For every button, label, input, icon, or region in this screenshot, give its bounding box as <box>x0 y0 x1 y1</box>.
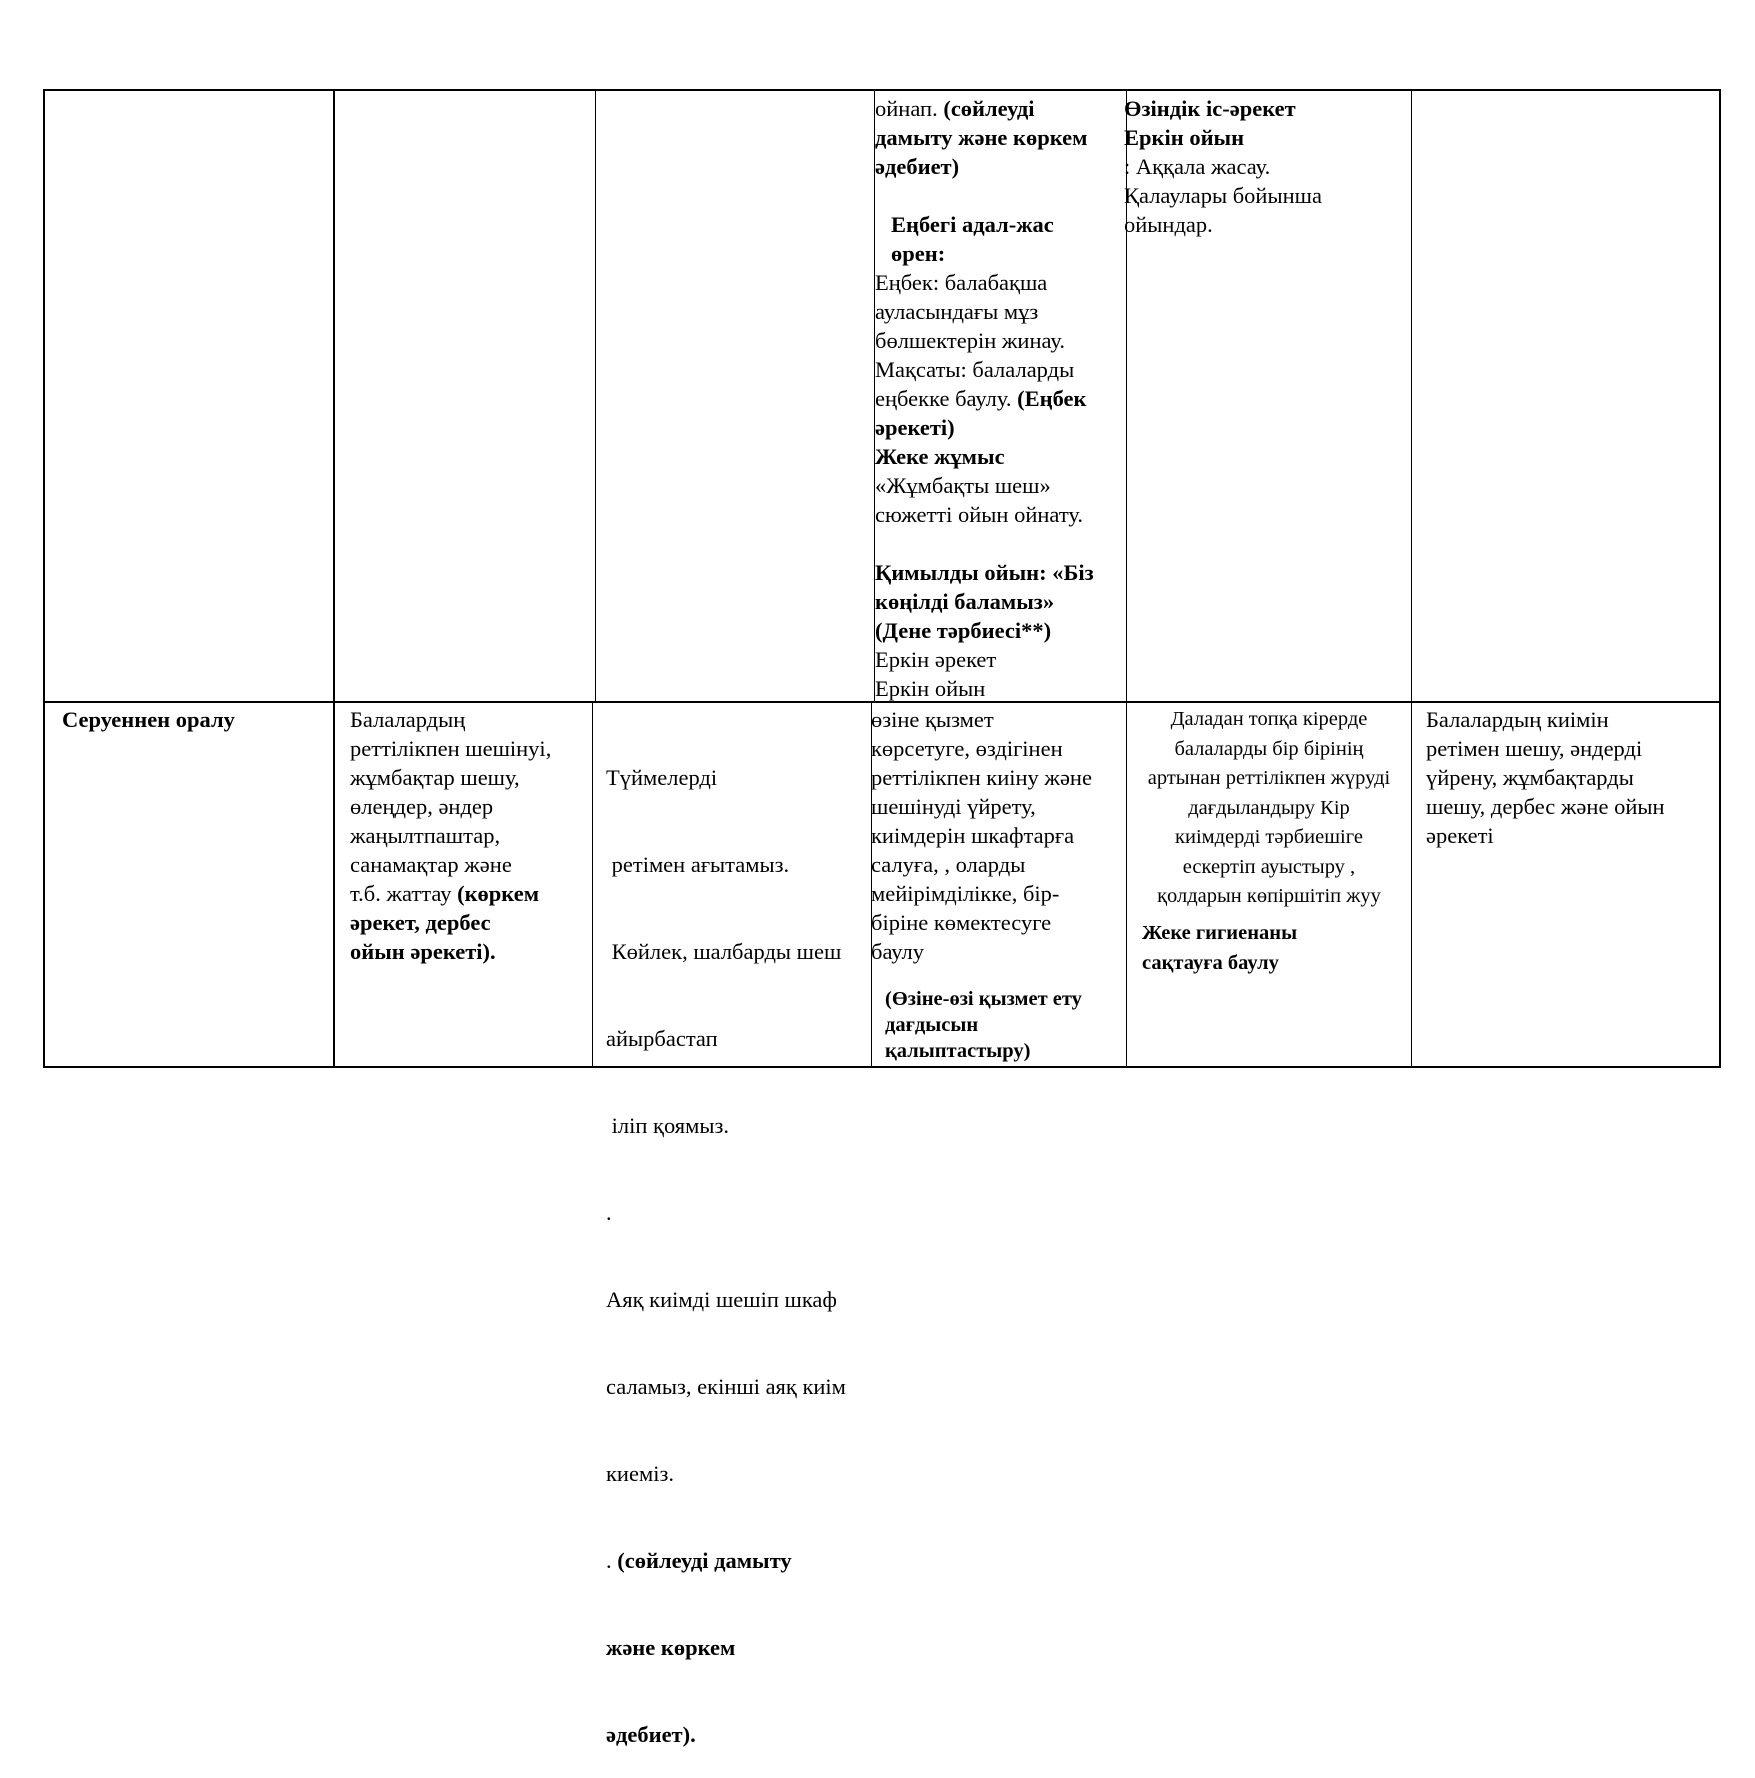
text-line: еңбекке баулу. <box>875 386 1018 411</box>
text-line: баулу <box>871 939 925 964</box>
text-line: Еңбек: балабақша <box>875 270 1048 295</box>
text-line: үйрену, жұмбақтарды <box>1426 765 1634 790</box>
text-line: жұмбақтар шешу, <box>350 765 520 790</box>
text-line: (Өзіне-өзі қызмет ету <box>885 988 1082 1010</box>
row2-col4-note <box>885 986 1082 1064</box>
text-line: біріне көмектесуге <box>871 910 1052 935</box>
table-top-border <box>43 89 1721 91</box>
text-line: артынан реттілікпен жүруді <box>1147 767 1391 789</box>
text-line: (Дене тәрбиесі**) <box>875 618 1052 643</box>
text-line: Даладан топқа кірерде <box>1170 708 1368 730</box>
col-divider-1 <box>333 89 335 1068</box>
text-line: іліп қоямыз. <box>606 1113 729 1138</box>
text-line: көрсетуге, өздігінен <box>871 736 1063 761</box>
text-line: шешінуді үйрету, <box>871 794 1036 819</box>
text-line: дағдыландыру Кір <box>1188 796 1350 819</box>
text-line: ойындар. <box>1124 212 1213 237</box>
text-line: сақтауға баулу <box>1142 951 1279 974</box>
text-line: сюжетті ойын ойнату. <box>875 502 1083 527</box>
text-line-bold: (Еңбек <box>1017 386 1087 411</box>
col-divider-2-bottom <box>592 701 593 1067</box>
text-line: ауласындағы мұз <box>875 299 1039 324</box>
section-heading: Жеке жұмыс <box>875 444 1005 469</box>
text-line-bold: (сөйлеуді <box>943 96 1035 121</box>
row2-col5-cell <box>1128 705 1410 912</box>
row2-col1-cell <box>62 705 235 734</box>
row2-col2-cell <box>350 705 551 966</box>
text-line: ойнап. <box>875 96 944 121</box>
text-line: Қалаулары бойынша <box>1124 183 1322 208</box>
text-line: ретімен шешу, әндерді <box>1426 736 1643 761</box>
row1-col4-cell <box>875 94 1094 703</box>
text-line: «Жұмбақты шеш» <box>875 473 1051 498</box>
text-line: киімдерін шкафтарға <box>871 823 1075 848</box>
text-line-bold: (көркем <box>457 881 540 906</box>
text-line: реттілікпен киіну және <box>871 765 1092 790</box>
row2-col3-cell <box>606 705 871 1778</box>
text-line: . <box>606 1200 612 1225</box>
col-divider-5 <box>1411 89 1412 1068</box>
text-line: жаңылтпаштар, <box>350 823 501 848</box>
text-line: санамақтар және <box>350 852 512 877</box>
table-left-border <box>43 89 45 1068</box>
text-line: өзіне қызмет <box>871 707 994 732</box>
text-line: мейірімділікке, бір- <box>871 881 1060 906</box>
text-line: өлеңдер, әндер <box>350 794 494 819</box>
text-line: шешу, дербес және ойын <box>1426 794 1665 819</box>
row1-col5-cell <box>1124 94 1322 239</box>
text-line: әдебиет) <box>875 154 960 179</box>
text-line: балаларды бір бірінің <box>1174 737 1364 760</box>
text-line: киеміз. <box>606 1461 674 1486</box>
text-line: Еркін ойын <box>875 676 986 701</box>
text-line: ретімен ағытамыз. <box>606 852 790 877</box>
section-heading: Өзіндік іс-әрекет <box>1124 96 1296 121</box>
section-heading: Еркін ойын <box>1124 125 1245 150</box>
text-line: Түймелерді <box>606 765 718 790</box>
text-line: дамыту және көркем <box>875 125 1088 150</box>
text-line: әрекеті) <box>875 415 955 440</box>
text-line: Жеке гигиенаны <box>1142 922 1298 944</box>
text-line: дағдысын <box>885 1014 979 1036</box>
table-right-border <box>1719 89 1721 1068</box>
text-line: т.б. жаттау <box>350 881 458 906</box>
text-line: реттілікпен шешінуі, <box>350 736 552 761</box>
text-line: Көйлек, шалбарды шеш <box>606 939 842 964</box>
text-line: көңілді баламыз» <box>875 589 1055 614</box>
row2-col4-cell <box>871 705 1092 966</box>
section-heading: Қимылды ойын: «Біз <box>875 560 1094 585</box>
text-line: айырбастап <box>606 1026 718 1051</box>
text-line: қалыптастыру) <box>885 1040 1031 1062</box>
row2-col6-cell <box>1426 705 1665 850</box>
text-line: әрекеті <box>1426 823 1494 848</box>
text-line: Аяқ киімді шешіп шкаф <box>606 1287 837 1312</box>
section-heading: өрен: <box>891 241 946 266</box>
col-divider-2-top <box>595 89 596 702</box>
text-line: қолдарын көпіршітіп жуу <box>1157 885 1381 907</box>
text-line: Мақсаты: балаларды <box>875 357 1075 382</box>
text-line: әдебиет). <box>606 1722 696 1747</box>
text-line: ескертіп ауыстыру , <box>1182 855 1356 878</box>
text-line: : Аққала жасау. <box>1124 154 1271 179</box>
text-line: Еркін әрекет <box>875 647 997 672</box>
text-line: салуға, , оларды <box>871 852 1026 877</box>
text-line: бөлшектерін жинау. <box>875 328 1065 353</box>
text-line: әрекет, дербес <box>350 910 491 935</box>
text-line: Балалардың <box>350 707 466 732</box>
text-line: ойын әрекеті). <box>350 939 496 964</box>
table-bottom-border <box>43 1066 1721 1068</box>
section-heading: Еңбегі адал-жас <box>891 212 1054 237</box>
text-line: саламыз, екінші аяқ киім <box>606 1374 846 1399</box>
text-line: және көркем <box>606 1635 736 1660</box>
text-line: Балалардың киімін <box>1426 707 1609 732</box>
row-label: Серуеннен оралу <box>62 707 235 732</box>
row2-col5-note <box>1142 919 1297 978</box>
text-line: . <box>606 1548 618 1573</box>
text-line: киімдерді тәрбиешіге <box>1175 826 1363 848</box>
text-line-bold: (сөйлеуді дамыту <box>617 1548 792 1573</box>
